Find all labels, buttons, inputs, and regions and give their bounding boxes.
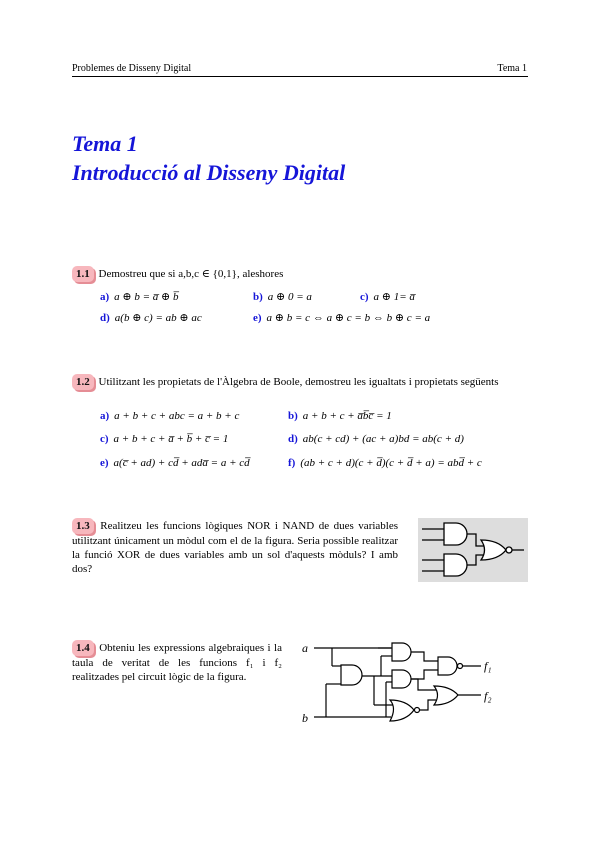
problem-number: 1.3: [72, 518, 94, 534]
input-a-label: a: [302, 641, 308, 655]
problem-1-1: [72, 266, 528, 282]
nand-nor-module-diagram: [418, 518, 528, 582]
problem-text: Obteniu les expressions algebraiques i la taula de veritat de les funcions f₁ i f₂ realitzades pel circuit lògic de la figura.: [72, 642, 282, 683]
header-left: Problemes de Disseny Digital: [72, 63, 192, 74]
problem-number: 1.1: [72, 266, 94, 282]
chapter-title: Tema 1: [72, 131, 138, 156]
input-b-label: b: [302, 711, 308, 725]
header-right: Tema 1: [497, 63, 527, 74]
equation-item: d) ab(c + cd) + (ac + a)bd = ab(c + d): [288, 433, 464, 445]
problem-1-2: [72, 374, 528, 390]
problem-number: 1.2: [72, 374, 94, 390]
problem-text: Realitzeu les funcions lògiques NOR i NAND de dues variables utilitzant únicament un mòdul com el de la figura. Seria possible realitzar la funció XOR de dues variables amb un sol d'aquests mòduls? I amb dos?: [72, 520, 399, 575]
chapter-subtitle: Introducció al Disseny Digital: [72, 160, 346, 185]
output-f2-label: f₂: [484, 689, 492, 703]
equation-item: a) a + b + c + abc = a + b + c: [100, 410, 240, 422]
problem-text: Demostreu que si a,b,c ∈ {0,1}, aleshores: [98, 268, 284, 280]
output-f1-label: f₁: [484, 659, 492, 673]
logic-circuit-figure: [296, 630, 506, 730]
problem-number: 1.4: [72, 640, 94, 656]
equation-item: f) (ab + c + d)(c + d̅)(c + d̅ + a) = abd̅ + c: [288, 457, 482, 469]
equation-item: b) a + b + c + a̅b̅c̅ = 1: [288, 410, 392, 422]
equation-item: c) a ⊕ 1= a̅: [360, 291, 415, 303]
equation-item: e) a ⊕ b = c ⇔ a ⊕ c = b ⇔ b ⊕ c = a: [253, 312, 431, 324]
problem-text: Utilitzant les propietats de l'Àlgebra de Boole, demostreu les igualtats i propietats següents: [98, 376, 499, 388]
logic-module-figure: [418, 518, 528, 582]
equation-item: e) a(c̅ + ad) + cd̅ + ada̅ = a + cd̅: [100, 457, 250, 469]
problem-1-4: [72, 640, 282, 684]
equation-item: d) a(b ⊕ c) = ab ⊕ ac: [100, 312, 202, 324]
header-divider: [72, 76, 528, 77]
problem-1-3: [72, 518, 398, 576]
equation-item: b) a ⊕ 0 = a: [253, 291, 312, 303]
equation-item: c) a + b + c + a̅ + b̅ + c̅ = 1: [100, 433, 229, 445]
equation-item: a) a ⊕ b = a̅ ⊕ b̅: [100, 291, 179, 303]
